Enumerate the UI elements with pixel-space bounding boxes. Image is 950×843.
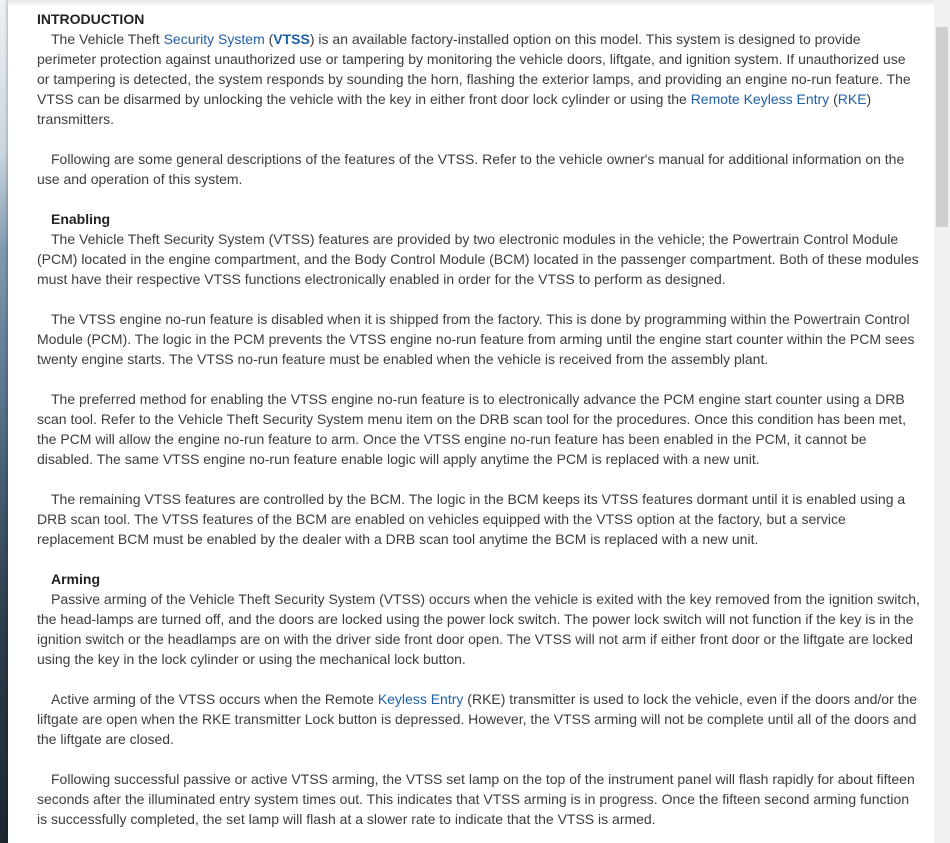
keyless-entry-link[interactable]: Keyless Entry (377, 691, 464, 707)
general-description-paragraph: Following are some general descriptions of the features of the VTSS. Refer to the vehicle owner's manual for additional information on the use and operation of this system. (37, 151, 905, 187)
intro-text-2: ( (264, 31, 274, 47)
panel-top-shadow (8, 0, 934, 6)
vertical-scrollbar[interactable] (934, 0, 950, 843)
intro-paragraph (37, 29, 921, 129)
scrollbar-thumb[interactable] (936, 27, 948, 227)
enabling-paragraph-3: The preferred method for enabling the VTSS engine no-run feature is to electronically advance the PCM engine start counter using a DRB scan tool. Refer to the Vehicle Theft Security System menu item on the DRB scan tool for the procedures. Once this condition has been met, the PCM will allow the engine no-run feature to arm. Once the VTSS engine no-run feature has been enabled in the PCM, it cannot be disabled. The same VTSS engine no-run feature enable logic will apply anytime the PCM is replaced with a new unit. (37, 391, 906, 467)
enabling-paragraph-1: The Vehicle Theft Security System (VTSS) features are provided by two electronic modules in the vehicle; the Powertrain Control Module (PCM) located in the engine compartment, and the Body Control Module (BCM) located in the passenger compartment. Both of these modules must have their respective VTSS functions electronically enabled in order for the VTSS to perform as designed. (37, 231, 919, 287)
arming-paragraph-2 (37, 689, 921, 749)
article-content (37, 9, 921, 843)
arming-paragraph-3: Following successful passive or active VTSS arming, the VTSS set lamp on the top of the instrument panel will flash rapidly for about fifteen seconds after the illuminated entry system times out. This indicates that VTSS arming is in progress. Once the fifteen second arming function is successfully completed, the set lamp will flash at a slower rate to indicate that the VTSS is armed. (37, 771, 915, 827)
arming-p2-text-1: Active arming of the VTSS occurs when the Remote (51, 691, 378, 707)
intro-text-4: ( (829, 91, 838, 107)
document-panel (8, 0, 934, 843)
enabling-paragraph-4: The remaining VTSS features are controlled by the BCM. The logic in the BCM keeps its VTSS features dormant until it is enabled using a DRB scan tool. The VTSS features of the BCM are enabled on vehicles equipped with the VTSS option at the factory, but a service replacement BCM must be enabled by the dealer with a DRB scan tool anytime the BCM is replaced with a new unit. (37, 491, 906, 547)
remote-keyless-entry-link[interactable]: Remote Keyless Entry (690, 91, 830, 107)
intro-text-5: ) transmitters. (37, 91, 872, 127)
subheading-arming: Arming (51, 571, 100, 587)
vtss-link[interactable]: VTSS (273, 31, 310, 47)
background-strip (0, 0, 8, 843)
enabling-paragraph-2: The VTSS engine no-run feature is disabled when it is shipped from the factory. This is done by programming within the Powertrain Control Module (PCM). The logic in the PCM prevents the VTSS engine no-run feature from arming until the engine start counter within the PCM sees twenty engine starts. The VTSS no-run feature must be enabled when the vehicle is received from the assembly plant. (37, 311, 915, 367)
intro-text-1: The Vehicle Theft (51, 31, 164, 47)
security-system-link[interactable]: Security System (163, 31, 265, 47)
section-heading-introduction: INTRODUCTION (37, 11, 145, 27)
arming-paragraph-1: Passive arming of the Vehicle Theft Security System (VTSS) occurs when the vehicle is exited with the key removed from the ignition switch, the head-lamps are turned off, and the doors are locked using the power lock switch. The power lock switch will not function if the key is in the ignition switch or the headlamps are on with the driver side front door open. The VTSS will not arm if either front door or the liftgate are locked using the key in the lock cylinder or using the mechanical lock button. (37, 591, 920, 667)
intro-text-3: ) is an available factory-installed option on this model. This system is designed to provide perimeter protection against unauthorized use or tampering by monitoring the vehicle doors, liftgate, and ignition system. If unauthorized use or tampering is detected, the system responds by sounding the horn, flashing the exterior lamps, and providing an engine no-run feature. The VTSS can be disarmed by unlocking the vehicle with the key in either front door lock cylinder or using the (37, 31, 911, 107)
subheading-enabling: Enabling (51, 211, 111, 227)
arming-p2-text-2: (RKE) transmitter is used to lock the vehicle, even if the doors and/or the liftgate are open when the RKE transmitter Lock button is depressed. However, the VTSS arming will not be complete until all of the doors and the liftgate are closed. (37, 691, 918, 747)
rke-link[interactable]: RKE (837, 91, 867, 107)
